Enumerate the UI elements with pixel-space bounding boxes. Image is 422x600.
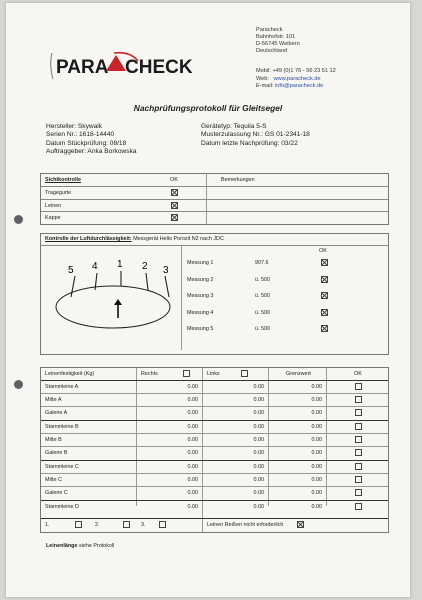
col-header-rechts: Rechts — [141, 371, 158, 377]
checkbox-checked[interactable] — [321, 309, 328, 316]
footer-label: 2. — [95, 522, 100, 528]
inspection-label: Leinen — [45, 203, 62, 209]
row-name: Mitte B — [45, 437, 62, 443]
value-links: 0.00 — [253, 504, 264, 510]
value-grenzwert: 0.00 — [311, 437, 322, 443]
value-grenzwert: 0.00 — [311, 464, 322, 470]
visual-inspection-table — [40, 173, 389, 225]
table-row — [41, 433, 388, 447]
value-links: 0.00 — [253, 464, 264, 470]
email-link[interactable]: info@paracheck.de — [274, 83, 324, 90]
value-links: 0.00 — [253, 490, 264, 496]
value-rechts: 0.00 — [187, 477, 198, 483]
row-name: Stammleine A — [45, 384, 79, 390]
col-header-grenzwert: Grenzwert — [286, 371, 311, 377]
canopy-diagram — [51, 252, 176, 334]
row-name: Stammleine C — [45, 464, 79, 470]
device-type: Gerätetyp: Tequila 5-S — [201, 123, 267, 130]
web-label: Web: — [256, 75, 269, 82]
row-name: Stammleine D — [45, 504, 79, 510]
remarks-header: Bemerkungen — [221, 177, 255, 183]
meta-left — [46, 123, 137, 157]
value-grenzwert: 0.00 — [311, 490, 322, 496]
ok-header: OK — [170, 177, 178, 183]
value-grenzwert: 0.00 — [311, 504, 322, 510]
value-links: 0.00 — [253, 397, 264, 403]
checkbox-checked[interactable] — [321, 276, 328, 283]
logo-text-para: PARA — [56, 57, 109, 78]
table-row — [41, 500, 388, 514]
col-header-ok: OK — [354, 371, 362, 377]
punch-hole — [14, 215, 23, 224]
value-grenzwert: 0.00 — [311, 424, 322, 430]
value-rechts: 0.00 — [187, 464, 198, 470]
inspection-row — [41, 211, 388, 224]
value-grenzwert: 0.00 — [311, 410, 322, 416]
checkbox[interactable] — [355, 423, 362, 430]
measurement-device: Messgerät Hello Porozit N2 nach JDC — [133, 236, 224, 242]
web-link[interactable]: www.paracheck.de — [273, 75, 321, 82]
paracheck-logo — [46, 49, 196, 83]
inspection-row — [41, 186, 388, 199]
company-mobile: Mobil: +49 (0)1 76 - 56 23 51 12 — [256, 68, 336, 74]
checkbox-checked[interactable] — [297, 521, 304, 528]
table-row — [41, 486, 388, 500]
value-grenzwert: 0.00 — [311, 397, 322, 403]
value-links: 0.00 — [253, 437, 264, 443]
value-rechts: 0.00 — [187, 384, 198, 390]
footnote-bold: Leinenlänge — [46, 543, 78, 549]
last-inspection-date: Datum letzte Nachprüfung: 03/22 — [201, 139, 298, 147]
value-rechts: 0.00 — [187, 397, 198, 403]
checkbox-checked[interactable] — [321, 325, 328, 332]
value-grenzwert: 0.00 — [311, 477, 322, 483]
col-header-name: Leinenfestigkeit (Kg) — [45, 371, 95, 377]
checkbox-checked[interactable] — [321, 292, 328, 299]
air-permeability-header: Kontrolle der Luftdurchlässigkeit: — [45, 236, 132, 242]
measurement-label: Messung 3 — [187, 293, 214, 299]
meta-right — [201, 123, 310, 148]
footer-note: Leinen Reißen nicht erforderlich — [207, 522, 284, 528]
value-grenzwert: 0.00 — [311, 450, 322, 456]
value-rechts: 0.00 — [187, 504, 198, 510]
measurement-label: Messung 1 — [187, 260, 214, 266]
checkbox[interactable] — [355, 383, 362, 390]
checkbox[interactable] — [355, 476, 362, 483]
point-label: 3 — [163, 265, 169, 276]
point-label: 2 — [142, 261, 148, 272]
measurement-value: ü. 500 — [255, 310, 270, 316]
checkbox-checked[interactable] — [171, 202, 178, 209]
measurement-value: ü. 500 — [255, 277, 270, 283]
value-rechts: 0.00 — [187, 437, 198, 443]
checkbox-checked[interactable] — [321, 259, 328, 266]
measurement-value: ü. 500 — [255, 293, 270, 299]
air-permeability-section — [40, 233, 389, 355]
company-contact — [256, 68, 336, 91]
checkbox[interactable] — [355, 449, 362, 456]
serial-number: Serien Nr.: 1618-14440 — [46, 131, 115, 139]
ok-header: OK — [319, 248, 327, 254]
value-rechts: 0.00 — [187, 410, 198, 416]
row-name: Stammleine B — [45, 424, 79, 430]
measurement-label: Messung 2 — [187, 277, 214, 283]
row-name: Galerie B — [45, 450, 68, 456]
row-name: Mitte C — [45, 477, 63, 483]
company-name: Paracheck — [256, 27, 283, 33]
checkbox[interactable] — [355, 396, 362, 403]
inspection-label: Kappe — [45, 215, 61, 221]
measurement-value: 907.6 — [255, 260, 269, 266]
value-links: 0.00 — [253, 384, 264, 390]
row-name: Galerie C — [45, 490, 68, 496]
checkbox[interactable] — [355, 489, 362, 496]
email-label: E-mail: — [256, 83, 274, 90]
table-row — [41, 473, 388, 487]
footnote-text: siehe Protokoll — [78, 543, 115, 549]
table-row — [41, 460, 388, 474]
checkbox[interactable] — [355, 409, 362, 416]
footnote — [46, 543, 114, 549]
company-address — [256, 27, 300, 55]
punch-hole — [14, 380, 23, 389]
visual-inspection-header: Sichtkontrolle — [45, 177, 81, 183]
table-row — [41, 380, 388, 394]
checkbox[interactable] — [123, 521, 130, 528]
point-label: 4 — [92, 261, 98, 272]
table-row — [41, 446, 388, 460]
value-links: 0.00 — [253, 477, 264, 483]
measurement-label: Messung 5 — [187, 326, 214, 332]
checkbox[interactable] — [355, 503, 362, 510]
table-footer — [41, 518, 388, 532]
client: Auftraggeber: Anka Borkowska — [46, 148, 137, 156]
point-label: 5 — [68, 265, 74, 276]
manufacturer: Hersteller: Skywalk — [46, 123, 103, 130]
company-city: D-56745 Weibern — [256, 41, 300, 47]
value-links: 0.00 — [253, 410, 264, 416]
checkbox-checked[interactable] — [171, 214, 178, 221]
table-row — [41, 406, 388, 420]
table-row — [41, 393, 388, 407]
checkbox[interactable] — [75, 521, 82, 528]
value-links: 0.00 — [253, 424, 264, 430]
value-grenzwert: 0.00 — [311, 384, 322, 390]
checkbox-checked[interactable] — [171, 189, 178, 196]
checkbox[interactable] — [355, 463, 362, 470]
point-label: 1 — [117, 259, 123, 270]
table-header — [41, 368, 388, 380]
value-links: 0.00 — [253, 450, 264, 456]
footer-label: 1. — [45, 522, 50, 528]
protocol-sheet — [6, 3, 410, 597]
checkbox[interactable] — [183, 370, 190, 377]
value-rechts: 0.00 — [187, 450, 198, 456]
inspection-label: Tragegurte — [45, 190, 72, 196]
piece-test-date: Datum Stückprüfung: 08/18 — [46, 139, 127, 147]
checkbox[interactable] — [241, 370, 248, 377]
company-country: Deutschland — [256, 48, 288, 54]
row-name: Mitte A — [45, 397, 62, 403]
measurement-value: ü. 500 — [255, 326, 270, 332]
footer-label: 3. — [141, 522, 146, 528]
checkbox[interactable] — [355, 436, 362, 443]
checkbox[interactable] — [159, 521, 166, 528]
value-rechts: 0.00 — [187, 490, 198, 496]
table-row — [41, 420, 388, 434]
col-header-links: Links — [207, 371, 220, 377]
line-strength-table — [40, 367, 389, 533]
row-name: Galerie A — [45, 410, 68, 416]
measurement-label: Messung 4 — [187, 310, 214, 316]
value-rechts: 0.00 — [187, 424, 198, 430]
approval-number: Musterzulassung Nr.: GS 01-2341-18 — [201, 131, 310, 139]
page-title: Nachprüfungsprotokoll für Gleitsegel — [133, 103, 283, 113]
company-street: Bahnhofstr. 101 — [256, 34, 296, 40]
logo-text-check: CHECK — [125, 57, 193, 78]
